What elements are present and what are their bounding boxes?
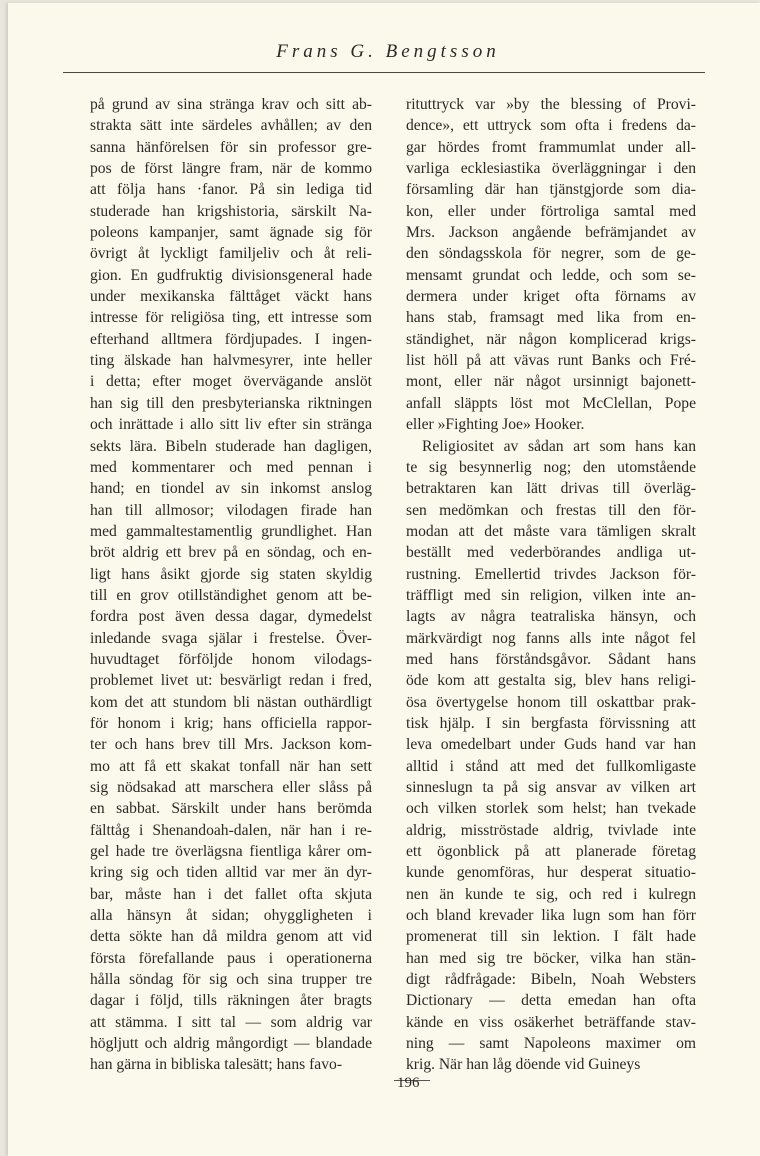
text-line: med kommentarer och med pennan i xyxy=(90,458,372,476)
text-line: han gärna in bibliska talesätt; hans favo- xyxy=(90,1056,343,1074)
text-line: att stämma. I sitt tal — som aldrig var xyxy=(90,1013,372,1031)
text-line: och vilken storlek som helst; han tvekade xyxy=(406,800,696,818)
text-line: varliga ecklesiastika överläggningar i den xyxy=(406,160,696,178)
text-line: öde kom att gestalta sig, blev hans religi- xyxy=(406,672,696,690)
header-rule xyxy=(63,72,705,73)
text-line: på grund av sina stränga krav och sitt ab- xyxy=(90,96,372,113)
text-line: till en grov otillständighet genom att be- xyxy=(90,586,372,604)
text-line: mo att få ett skakat tonfall när han sett xyxy=(90,757,372,775)
text-line: sinneslugn ta på sig ansvar av vilken art xyxy=(406,779,696,796)
text-line: sig nödsakad att marschera eller slåss på xyxy=(90,779,372,796)
text-line: inledande svaga själar i frestelse. Över- xyxy=(90,629,372,647)
text-line: sekts lära. Bibeln studerade han dagligen, xyxy=(90,437,372,455)
text-line: promenerat till sin lektion. I fält hade xyxy=(406,928,696,946)
text-line: att följa hans ·fanor. På sin lediga tid xyxy=(90,181,372,199)
text-line: kände en viss osäkerhet beträffande stav- xyxy=(406,1013,696,1031)
text-line: med gammaltestamentlig grundlighet. Han xyxy=(90,522,372,540)
text-line: bar, måste han i det fallet ofta skjuta xyxy=(90,885,372,903)
text-line: en sabbat. Särskilt under hans berömda xyxy=(90,800,372,818)
text-line: dagar i följd, tills räkningen åter bragts xyxy=(90,992,372,1010)
text-line: ter och hans brev till Mrs. Jackson kom- xyxy=(90,736,372,754)
text-line: bröt aldrig ett brev på en söndag, och en- xyxy=(90,544,372,562)
text-line: högljutt och aldrig mångordigt — blandade xyxy=(90,1035,372,1053)
text-line: träffligt med sin religion, vilken inte an- xyxy=(406,586,696,604)
text-line: fordra post även dessa dagar, dymedelst xyxy=(90,608,372,626)
text-line: dermera under kriget ofta förnams av xyxy=(406,288,696,306)
text-line: med hans förståndsgåvor. Sådant hans xyxy=(406,650,696,668)
text-line: kring sig och tiden alltid var mer än dyr- xyxy=(90,864,372,882)
text-line: märkvärdigt nog fanns alls inte något fel xyxy=(406,629,696,647)
text-line: sen medömkan och frestas till den för- xyxy=(406,501,696,519)
text-line: Religiositet av sådan art som hans kan xyxy=(422,437,696,455)
text-line: modan att det måste vara tämligen skralt xyxy=(406,522,696,540)
text-line: nen än kunde te sig, och red i kulregn xyxy=(406,885,696,903)
text-line: intresse för religiösa ting, ett intresse som xyxy=(90,309,372,327)
text-line: problemet livet ut: besvärligt redan i fred, xyxy=(90,672,372,690)
text-line: för honom i krig; hans officiella rappor- xyxy=(90,714,372,732)
text-line: lagts av några teatraliska hänsyn, och xyxy=(406,608,696,626)
text-line: den söndagsskola för negrer, som de ge- xyxy=(406,245,696,263)
text-line: anfall släppts löst mot McClellan, Pope xyxy=(406,394,696,412)
running-head: Frans G. Bengtsson xyxy=(276,41,500,62)
text-line: han till allmosor; vilodagen firade han xyxy=(90,501,372,519)
text-line: strakta sätt inte särdeles avhållen; av den xyxy=(90,117,372,135)
text-line: efterhand alltmera fördjupades. I ingen- xyxy=(90,330,372,348)
text-line: kunde genomföras, hur desperat situatio- xyxy=(406,864,696,882)
text-line: ösa övertygelse honom till oskattbar prak- xyxy=(406,693,696,711)
text-line: aldrig, misströstade aldrig, tvivlade inte xyxy=(406,821,696,839)
text-line: rituttryck var »by the blessing of Provi- xyxy=(406,96,696,113)
text-line: hans stab, framsagt med lika from en- xyxy=(406,309,696,327)
text-line: första förefallande paus i operationerna xyxy=(90,949,372,967)
text-line: och bland krevader lika lugn som han förr xyxy=(406,907,696,925)
text-line: kom det att stundom bli nästan outhärdligt xyxy=(90,693,372,711)
text-line: övrigt åt lyckligt familjeliv och åt reli- xyxy=(90,245,372,263)
text-line: tisk hjälp. I sin bergfasta förvissning att xyxy=(406,714,696,732)
text-line: gel hade tre överlägsna fientliga kårer om- xyxy=(90,843,372,861)
text-line: sanna hänförelsen för sin professor gre- xyxy=(90,138,372,156)
text-line: i detta; efter moget övervägande anslöt xyxy=(90,373,372,391)
text-line: hand; en tiondel av sin inkomst anslog xyxy=(90,480,372,498)
text-line: alla hänsyn åt sidan; ohyggligheten i xyxy=(90,907,372,925)
text-line: huvudtaget förföljde honom vilodags- xyxy=(90,650,372,668)
text-line: alltid i stånd att med det fullkomligaste xyxy=(406,757,696,775)
text-line: leva omedelbart under Guds hand var han xyxy=(406,736,696,754)
text-line: Mrs. Jackson angående befrämjandet av xyxy=(406,224,696,242)
text-line: hålla söndag för sig och sina trupper tre xyxy=(90,971,372,989)
text-line: ning — samt Napoleons maximer om xyxy=(406,1035,696,1053)
text-line: rustning. Emellertid trivdes Jackson för- xyxy=(406,565,696,583)
text-line: studerade han krigshistoria, särskilt Na- xyxy=(90,202,372,220)
text-line: Dictionary — detta emedan han ofta xyxy=(406,992,696,1010)
text-line: ting älskade han halvmesyrer, inte heller xyxy=(90,352,372,370)
text-line: beställt med vederbörandes andliga ut- xyxy=(406,544,696,562)
text-line: han med sig tre böcker, vilka han stän- xyxy=(406,949,696,967)
text-line: poleons kampanjer, samt ägnade sig för xyxy=(90,224,372,242)
text-line: under mexikanska fälttåget väckt hans xyxy=(90,288,372,306)
text-line: han sig till den presbyterianska riktningen xyxy=(90,394,372,412)
book-page xyxy=(8,3,760,1156)
text-line: mensamt grundat och ledde, och som se- xyxy=(406,266,696,284)
text-line: ständighet, när någon komplicerad krigs- xyxy=(406,330,696,348)
text-line: betraktaren kan lätt drivas till överläg- xyxy=(406,480,696,498)
text-line: eller »Fighting Joe» Hooker. xyxy=(406,416,585,434)
text-line: fälttåg i Shenandoah-dalen, när han i re- xyxy=(90,821,372,839)
text-line: församling där han tjänstgjorde som dia- xyxy=(406,181,696,199)
right-column xyxy=(406,94,696,1076)
text-line: detta sökte han då mildra genom att vid xyxy=(90,928,372,946)
text-line: ett ögonblick på att planerade företag xyxy=(406,843,696,861)
text-line: gion. En gudfruktig divisionsgeneral hade xyxy=(90,266,372,284)
text-line: list höll på att vävas runt Banks och Fré- xyxy=(406,352,696,370)
page-number: 196 xyxy=(397,1075,420,1091)
text-line: och inrättade i allo sitt liv efter sin stränga xyxy=(90,416,372,434)
text-line: krig. När han låg döende vid Guineys xyxy=(406,1056,641,1074)
text-line: digt rådfrågade: Bibeln, Noah Websters xyxy=(406,971,696,989)
left-column xyxy=(90,94,372,1076)
text-line: ligt hans åsikt gjorde sig staten skyldig xyxy=(90,565,372,583)
text-line: dence», ett uttryck som ofta i fredens da- xyxy=(406,117,696,135)
text-line: te sig besynnerlig nog; den utomstående xyxy=(406,458,696,476)
text-line: gar hördes fromt frammumlat under all- xyxy=(406,138,696,156)
text-line: pos de först längre fram, när de kommo xyxy=(90,160,372,178)
text-line: mont, eller när något ursinnigt bajonett- xyxy=(406,373,696,391)
text-line: kon, eller under förtroliga samtal med xyxy=(406,202,696,220)
